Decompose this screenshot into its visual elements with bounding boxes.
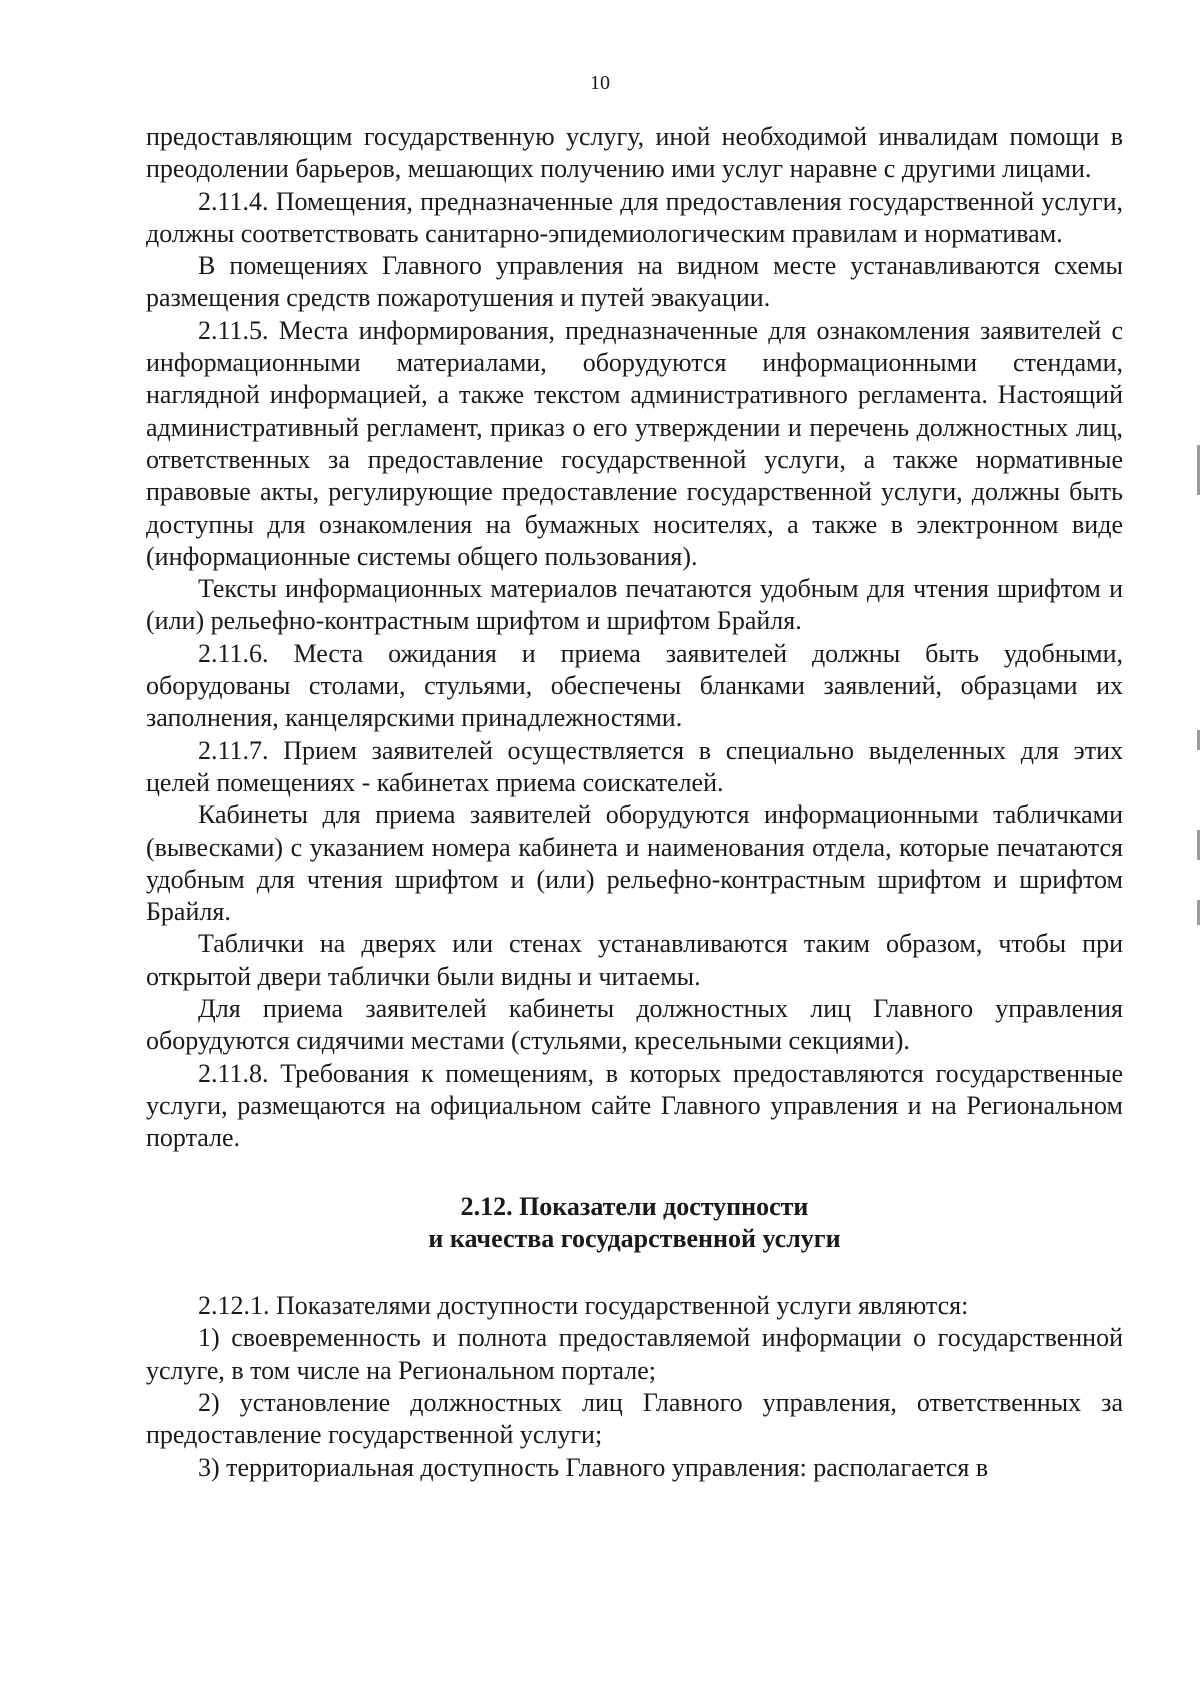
paragraph: 1) своевременность и полнота предоставляемой информации о государственной услуге, в том числе на Региональном портале;	[146, 1323, 1123, 1385]
section-heading	[146, 1191, 1123, 1256]
paragraph: 2.12.1. Показателями доступности государственной услуги являются:	[198, 1291, 969, 1321]
paragraph: В помещениях Главного управления на видном месте устанавливаются схемы размещения средств пожаротушения и путей эвакуации.	[146, 251, 1123, 313]
paragraphs-after	[146, 1290, 1123, 1484]
paragraph: Кабинеты для приема заявителей оборудуются информационными табличками (вывесками) с указанием номера кабинета и наименования отдела, которые печатаются удобным для чтения шрифтом и (или) рельефно-контрастным шрифтом и шрифтом Брайля.	[146, 800, 1123, 927]
section-heading-line2: и качества государственной услуги	[428, 1223, 841, 1253]
paragraph: Для приема заявителей кабинеты должностных лиц Главного управления оборудуются сидячими местами (стульями, кресельными секциями).	[146, 994, 1123, 1056]
page-number: 10	[590, 72, 610, 94]
paragraph: 2.11.8. Требования к помещениям, в которых предоставляются государственные услуги, размещаются на официальном сайте Главного управления и на Региональном портале.	[146, 1058, 1123, 1153]
document-body	[146, 121, 1123, 1484]
paragraph: 2.11.6. Места ожидания и приема заявителей должны быть удобными, оборудованы столами, стульями, обеспечены бланками заявлений, образцами их заполнения, канцелярскими принадлежностями.	[146, 638, 1123, 733]
paragraph: 2.11.4. Помещения, предназначенные для предоставления государственной услуги, должны соответствовать санитарно-эпидемиологическим правилам и нормативам.	[146, 186, 1123, 248]
paragraph: Таблички на дверях или стенах устанавливаются таким образом, чтобы при открытой двери таблички были видны и читаемы.	[146, 929, 1123, 991]
paragraph: 3) территориальная доступность Главного управления: располагается в	[198, 1452, 989, 1482]
paragraph: 2) установление должностных лиц Главного управления, ответственных за предоставление государственной услуги;	[146, 1387, 1123, 1450]
section-heading-line1: 2.12. Показатели доступности	[460, 1191, 809, 1221]
paragraph: Тексты информационных материалов печатаются удобным для чтения шрифтом и (или) рельефно-контрастным шрифтом и шрифтом Брайля.	[146, 574, 1123, 636]
paragraph: предоставляющим государственную услугу, иной необходимой инвалидам помощи в преодолении барьеров, мешающих получению ими услуг наравне с другими лицами.	[146, 122, 1123, 184]
paragraphs-before	[146, 121, 1123, 1155]
paragraph: 2.11.7. Прием заявителей осуществляется в специально выделенных для этих целей помещениях - кабинетах приема соискателей.	[146, 735, 1123, 797]
paragraph: 2.11.5. Места информирования, предназначенные для ознакомления заявителей с информационными материалами, оборудуются информационными стендами, наглядной информацией, а также текстом административного регламента. Настоящий административный регламент, приказ о его утверждении и перечень должностных лиц, ответственных за предоставление государственной услуги, а также нормативные правовые акты, регулирующие предоставление государственной услуги, должны быть доступны для ознакомления на бумажных носителях, а также в электронном виде (информационные системы общего пользования).	[146, 315, 1123, 571]
